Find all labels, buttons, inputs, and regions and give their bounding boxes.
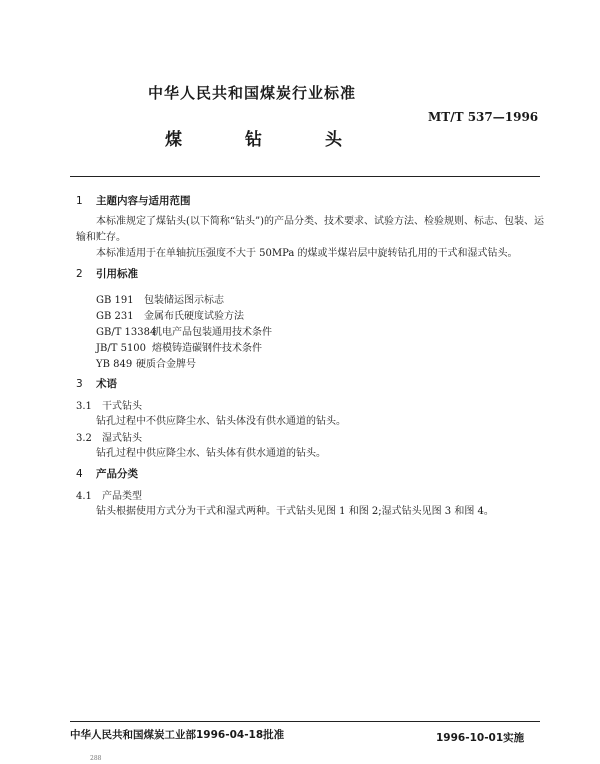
section-4-heading: 4 产品分类: [76, 468, 138, 480]
title-char-3: 头: [325, 130, 342, 150]
subsection-3-2-heading: 3.2 湿式钻头: [76, 433, 142, 444]
document-title: [165, 125, 365, 150]
header-divider: [70, 176, 540, 177]
reference-item: GB 231 金属布氏硬度试验方法: [96, 311, 244, 322]
section-1-para-1-line-1: 本标准规定了煤钻头(以下简称“钻头”)的产品分类、技术要求、试验方法、检验规则、标志、包装、运: [96, 216, 545, 227]
title-char-1: 煤: [165, 130, 182, 150]
footer-divider: [70, 721, 540, 722]
effective-date: 1996-10-01实施: [436, 732, 525, 744]
reference-item: GB/T 13384机电产品包装通用技术条件: [96, 327, 272, 338]
title-char-2: 钻: [245, 130, 262, 150]
reference-item: GB 191 包装储运图示标志: [96, 295, 224, 306]
subsection-3-1-text: 钻孔过程中不供应降尘水、钻头体没有供水通道的钻头。: [96, 416, 346, 427]
standard-code: MT/T 537—1996: [428, 110, 539, 124]
section-1-heading: 1 主题内容与适用范围: [76, 195, 191, 207]
approval-line: 中华人民共和国煤炭工业部1996-04-18批准: [70, 729, 285, 741]
reference-item: YB 849 硬质合金牌号: [96, 359, 196, 370]
subsection-3-2-text: 钻孔过程中供应降尘水、钻头体有供水通道的钻头。: [96, 448, 326, 459]
section-3-heading: 3 术语: [76, 378, 117, 390]
subsection-3-1-heading: 3.1 干式钻头: [76, 401, 142, 412]
section-1-para-1-line-2: 输和贮存。: [76, 232, 126, 243]
subsection-4-1-heading: 4.1 产品类型: [76, 491, 142, 502]
reference-item: JB/T 5100 熔模铸造碳钢件技术条件: [96, 343, 262, 354]
org-title: 中华人民共和国煤炭行业标准: [148, 84, 357, 102]
section-2-heading: 2 引用标准: [76, 268, 138, 280]
section-1-para-2: 本标准适用于在单轴抗压强度不大于 50MPa 的煤或半煤岩层中旋转钻孔用的干式和湿式钻头。: [96, 248, 518, 259]
subsection-4-1-text: 钻头根据使用方式分为干式和湿式两种。干式钻头见图 1 和图 2;湿式钻头见图 3 和图 4。: [96, 506, 494, 517]
page-number: 288: [90, 755, 102, 762]
